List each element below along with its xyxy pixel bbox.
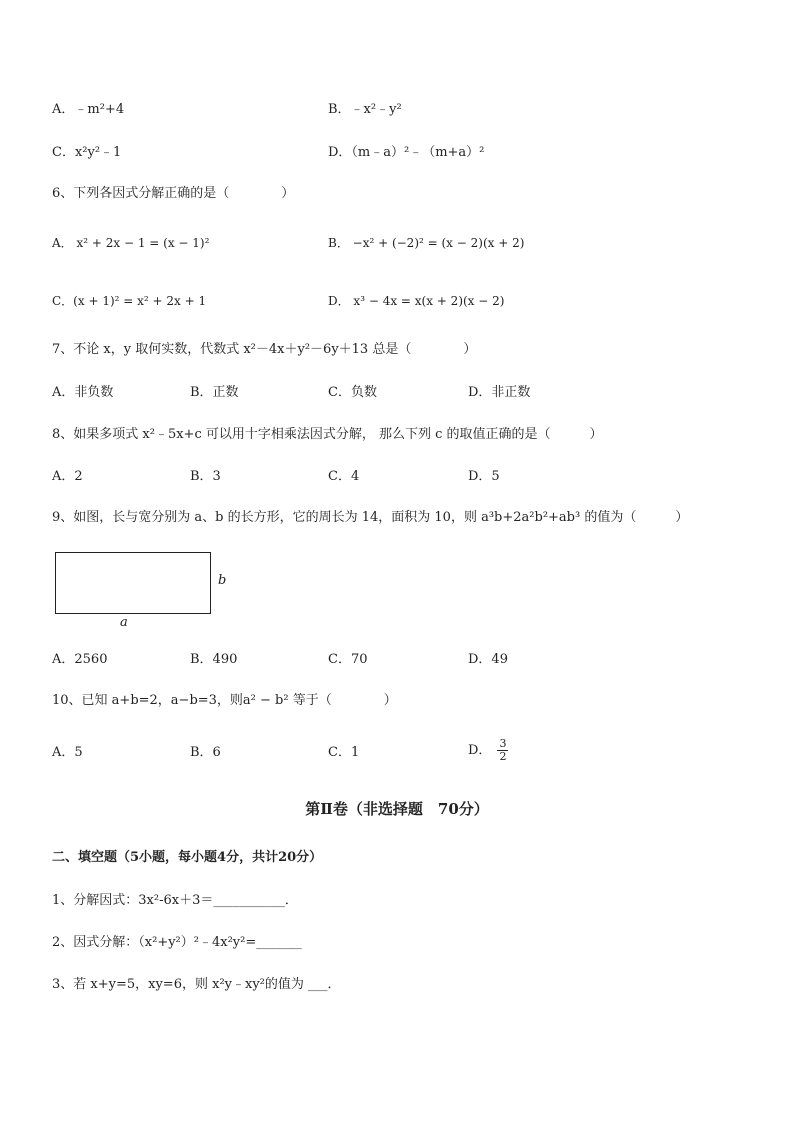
q7-option-c: C．负数 [328,385,377,400]
q7-stem: 7、不论 x，y 取何实数，代数式 x²－4x＋y²－6y＋13 总是（ ） [52,342,477,357]
q8-option-d: D．5 [468,469,500,484]
q10-option-b: B．6 [190,745,221,760]
q5-option-b: B．﹣x²﹣y² [328,102,402,117]
q5-option-d: D．（m﹣a）²﹣（m+a）² [328,145,485,160]
q10-option-d-prefix: D． [468,743,492,758]
q7-option-d: D．非正数 [468,385,531,400]
rectangle-label-b: b [218,573,227,588]
q8-stem: 8、如果多项式 x²﹣5x+c 可以用十字相乘法因式分解， 那么下列 c 的取值正确的是（ ） [52,427,603,442]
q9-stem: 9、如图，长与宽分别为 a、b 的长方形，它的周长为 14，面积为 10，则 a³b+2a²b²+ab³ 的值为（ ） [52,510,689,525]
fraction-denominator: 2 [499,750,507,763]
q6-option-b: B． −x² + (−2)² = (x − 2)(x + 2) [328,236,525,250]
rectangle-label-a: a [120,615,128,630]
q8-option-a: A．2 [52,469,83,484]
q5-option-a: A．﹣m²+4 [52,102,125,117]
section-title: 第Ⅱ卷（非选择题 70分） [305,800,489,818]
q8-option-c: C．4 [328,469,360,484]
q6-option-c: C．(x + 1)² = x² + 2x + 1 [52,294,207,308]
q9-option-c: C．70 [328,652,368,667]
q9-option-b: B．490 [190,652,238,667]
q9-option-d: D．49 [468,652,508,667]
q10-option-a: A．5 [52,745,83,760]
q8-option-b: B．3 [190,469,221,484]
q10-option-d [468,736,508,766]
q10-option-c: C．1 [328,745,360,760]
fill-question-2: 2、因式分解：（x²+y²）²﹣4x²y²=_______ [52,935,302,950]
q10-stem: 10、已知 a+b=2，a−b=3，则a² − b² 等于（ ） [52,693,397,708]
fraction [497,738,508,763]
q5-option-c: C．x²y²﹣1 [52,145,122,160]
q7-option-b: B．正数 [190,385,239,400]
fill-question-3: 3、若 x+y=5，xy=6，则 x²y﹣xy²的值为 ___． [52,977,341,992]
q6-stem: 6、下列各因式分解正确的是（ ） [52,186,295,201]
q7-option-a: A．非负数 [52,385,114,400]
rectangle-figure [55,552,211,614]
fraction-numerator: 3 [499,737,507,750]
fill-question-1: 1、分解因式：3x²-6x＋3＝___________． [52,893,298,908]
part-title: 二、填空题（5小题，每小题4分，共计20分） [52,850,323,865]
q6-option-d: D． x³ − 4x = x(x + 2)(x − 2) [328,294,505,308]
q6-option-a: A． x² + 2x − 1 = (x − 1)² [52,236,210,250]
q9-option-a: A．2560 [52,652,108,667]
